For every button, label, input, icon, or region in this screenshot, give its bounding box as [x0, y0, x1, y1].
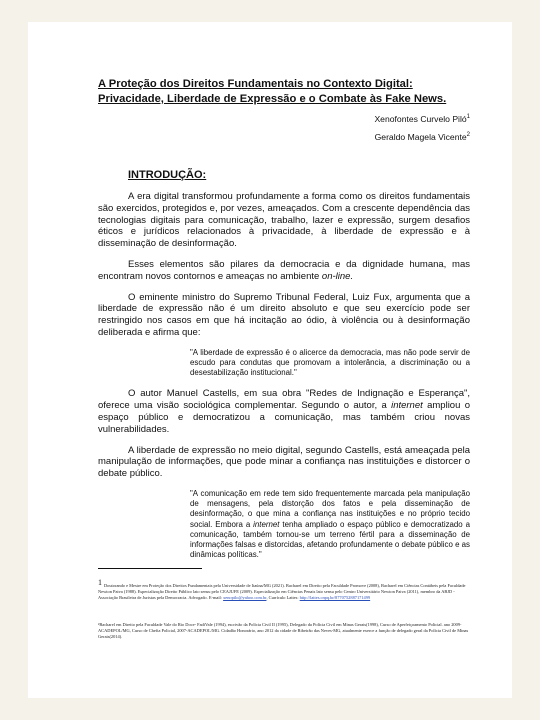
author-2-name: Geraldo Magela Vicente [374, 132, 467, 142]
paragraph-4 [98, 388, 470, 435]
footnote-1-email-link[interactable]: xenopilo@yahoo.com.br [223, 595, 267, 601]
quote-2-text-b: tenha ampliado o espaço público e democratizado a comunicação, também tornou-se um terreno fértil para a disseminação de informações falsas e distorcidas, afetando profundamente o debate público e as dinâmicas políticas." [190, 519, 470, 560]
paragraph-3: O eminente ministro do Supremo Tribunal Federal, Luiz Fux, argumenta que a liberdade de expressão não é um direito absoluto e que seu exercício pode ser restringido nos casos em que há incitação ao ódio, à violência ou à desinformação deliberada e afirma que: [98, 291, 470, 338]
paragraph-2 [98, 259, 470, 283]
footnote-separator [98, 568, 202, 569]
author-2-footnote-ref[interactable]: 2 [466, 132, 470, 139]
footnote-1-text: Doutorando e Mestre em Proteção dos Direitos Fundamentais pela Universidade de Itaúna/MG (2021). Bacharel em Direito pela Faculdade Promove (2008), Bacharel em Ciências Contábeis pela Faculdade Newton Paiva (1988). Especialização Direito Público lato sensu pelo CEAJUFE (2009). Especialização em Ciências Penais lato sensu pelo Centro Universitário Newton Paiva (2011), membro da ABJD - Associação Brasileira de Juristas pela Democracia. Advogado. E-mail: [98, 583, 466, 601]
document-page [28, 22, 512, 698]
author-1-footnote-ref[interactable]: 1 [466, 114, 470, 121]
footnote-1 [98, 580, 470, 601]
paragraph-1: A era digital transformou profundamente a forma como os direitos fundamentais são exercidos, protegidos e, por vezes, ameaçados. Com a crescente dependência das tecnologias digitais para comunicação, trabalho, lazer e expressão, surgem desafios éticos e jurídicos relacionados à privacidade, à liberdade de expressão e à disseminação de desinformação. [98, 191, 470, 250]
document-title [98, 77, 470, 107]
paragraph-2-italic: on-line. [321, 270, 354, 282]
paragraph-4-text-b: ampliou o espaço público e democratizou a comunicação, mas também criou novas vulnerabilidades. [98, 400, 470, 435]
author-1-name: Xenofontes Curvelo Piló [374, 114, 467, 124]
block-quote-1: "A liberdade de expressão é o alicerce da democracia, mas não pode servir de escudo para condutas que promovam a intolerância, a discriminação ou a desestabilização institucional." [190, 347, 470, 378]
paragraph-2-text: Esses elementos são pilares da democracia e da dignidade humana, mas encontram novos contornos e ameaças no ambiente [98, 258, 470, 282]
paragraph-4-italic: internet [391, 400, 423, 412]
quote-2-text-a: "A comunicação em rede tem sido frequentemente marcada pela manipulação de mensagens, pela distorção dos fatos e pela disseminação de desinformação, o que mina a confiança nas instituições e no próprio tecido social. Embora a [190, 488, 470, 529]
footnote-1-mid: , Currículo Lattes: [266, 595, 300, 601]
section-heading: INTRODUÇÃO: [128, 169, 207, 181]
footnote-1-lattes-link[interactable]: http://lattes.cnpq.br/8770752887171499 [299, 595, 371, 601]
quote-2-italic: internet [253, 519, 280, 529]
author-2 [98, 131, 470, 143]
title-line-1: A Proteção dos Direitos Fundamentais no Contexto Digital: [98, 78, 413, 90]
block-quote-2 [190, 489, 470, 560]
paragraph-5: A liberdade de expressão no meio digital, segundo Castells, está ameaçada pela manipulação de informações, que pode minar a confiança nas instituições e distorcer o debate público. [98, 444, 470, 480]
title-line-2: Privacidade, Liberdade de Expressão e o Combate às Fake News. [98, 93, 447, 105]
footnote-1-number: 1 [98, 578, 102, 587]
footnote-2: ²Bacharel em Direito pela Faculdade Vale do Rio Doce- FadiVale (1994), escrivão da Polícia Civil II (1995), Delegado da Polícia Civil em Minas Gerais(1998), Curso de Aperfeiçoamento Policial. ano 2009- ACADEPOL/MG, Curso de Chefia Policial, 2007-ACADEPOL/MG. Cidadão Honorário, ano 2012 da cidade de Ribeirão das Neves-MG, atualmente exerce a função de delegado geral da Polícia Civil de Minas Gerais(2014). [98, 622, 469, 640]
document-body [98, 77, 470, 570]
paragraph-4-text-a: O autor Manuel Castells, em sua obra "Redes de Indignação e Esperança", oferece uma visão sociológica complementar. Segundo o autor, a [98, 388, 470, 412]
author-1 [98, 113, 470, 125]
